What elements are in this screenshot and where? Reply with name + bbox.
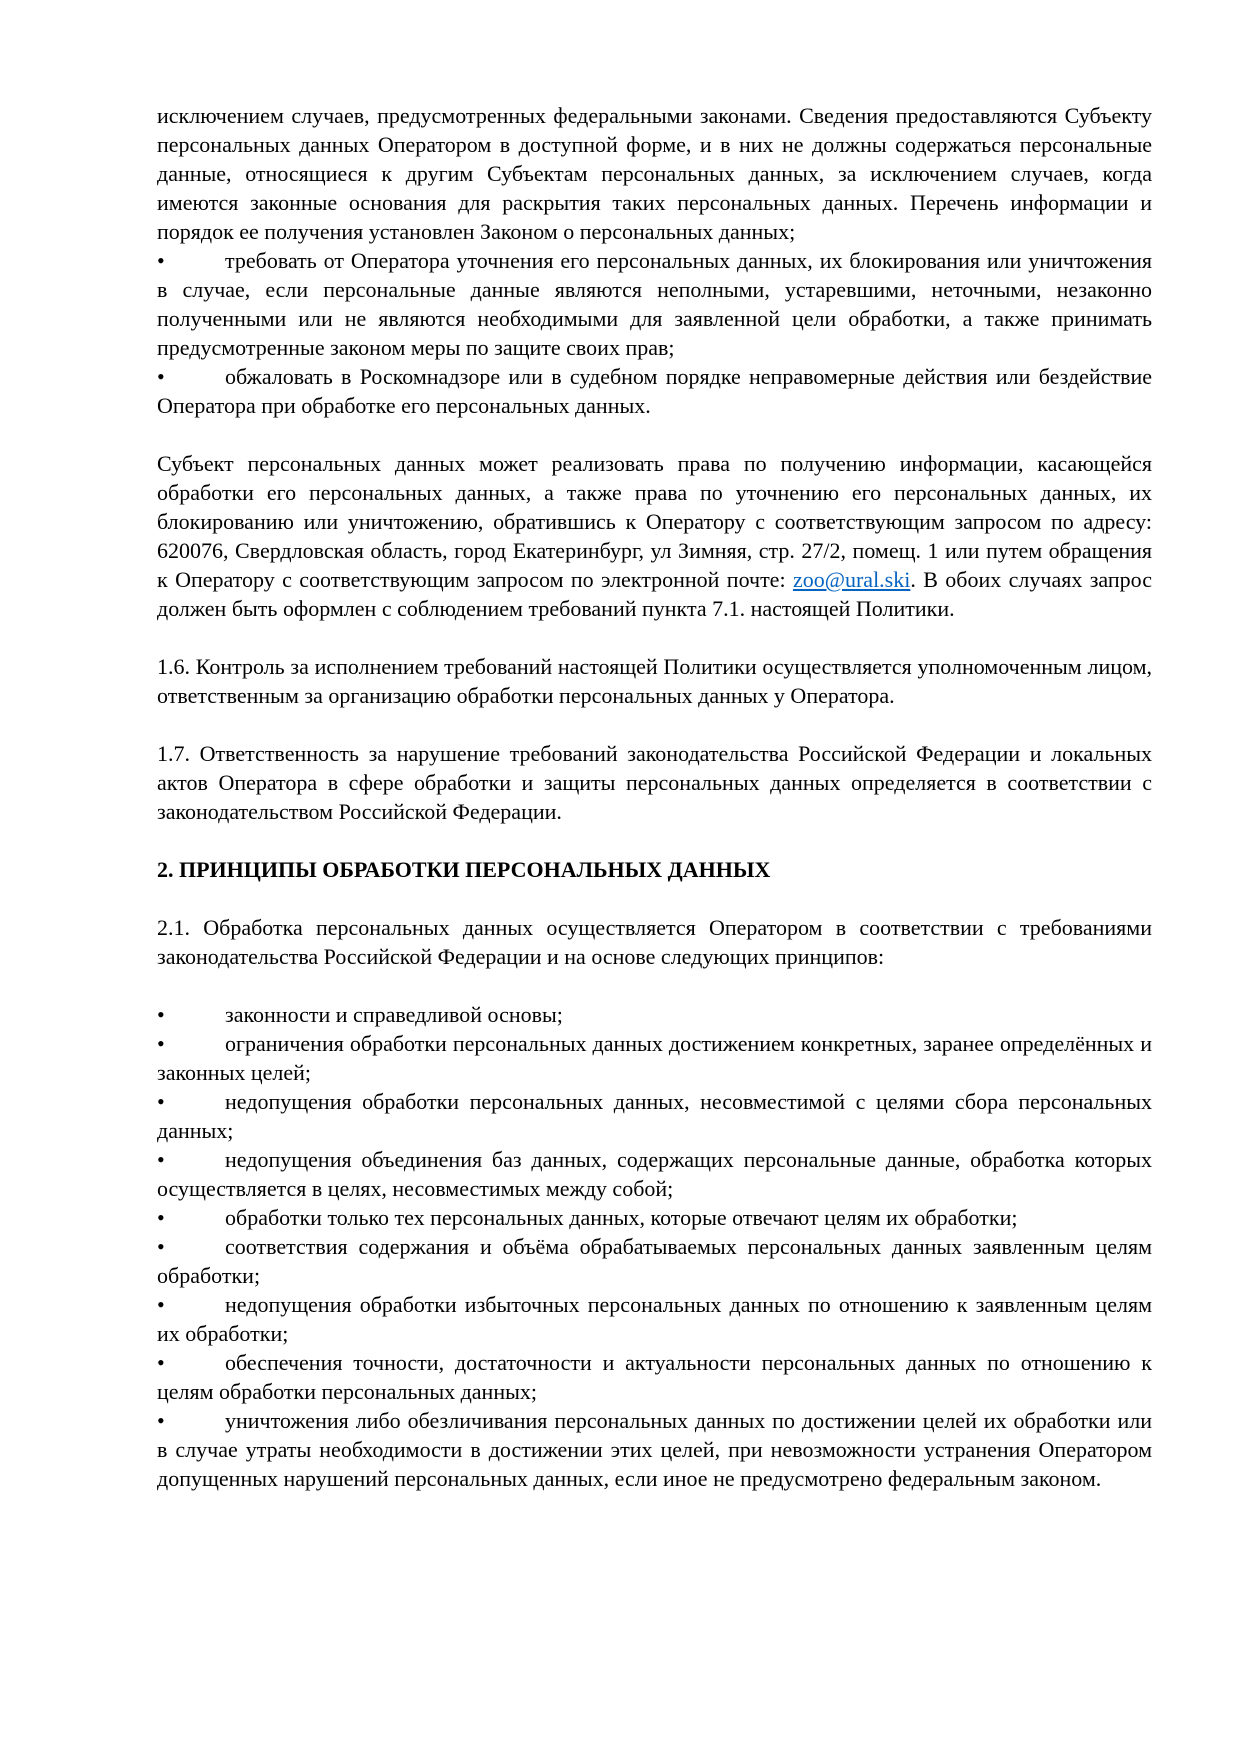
bullet-icon: • (157, 1350, 165, 1375)
bullet-icon: • (157, 1089, 165, 1114)
bullet-icon: • (157, 1234, 165, 1259)
bullet-icon: • (157, 1147, 165, 1172)
paragraph-clause-2-1: 2.1. Обработка персональных данных осуществляется Оператором в соответствии с требованиями законодательства Российской Федерации и на основе следующих принципов: (157, 915, 1152, 969)
paragraph-clause-1-6: 1.6. Контроль за исполнением требований настоящей Политики осуществляется уполномоченным лицом, ответственным за организацию обработки персональных данных у Оператора. (157, 654, 1152, 708)
list-item-principle-4 (157, 1145, 1152, 1203)
paragraph-clause-1-7: 1.7. Ответственность за нарушение требований законодательства Российской Федерации и локальных актов Оператора в сфере обработки и защиты персональных данных определяется в соответствии с законодательством Российской Федерации. (157, 741, 1152, 824)
list-item-principle-2 (157, 1029, 1152, 1087)
list-item-principle-8 (157, 1348, 1152, 1406)
list-item-text: соответствия содержания и объёма обрабатываемых персональных данных заявленным целям обработки; (157, 1234, 1152, 1288)
document-content (157, 101, 1152, 1493)
list-item-principle-7 (157, 1290, 1152, 1348)
list-item-text: недопущения обработки персональных данных, несовместимой с целями сбора персональных данных; (157, 1089, 1152, 1143)
list-item-text: недопущения обработки избыточных персональных данных по отношению к заявленным целям их обработки; (157, 1292, 1152, 1346)
list-item-text: обеспечения точности, достаточности и актуальности персональных данных по отношению к целям обработки персональных данных; (157, 1350, 1152, 1404)
paragraph-intro-continuation: исключением случаев, предусмотренных федеральными законами. Сведения предоставляются Субъекту персональных данных Оператором в доступной форме, и в них не должны содержаться персональные данные, относящиеся к другим Субъектам персональных данных, за исключением случаев, когда имеются законные основания для раскрытия таких персональных данных. Перечень информации и порядок ее получения установлен Законом о персональных данных; (157, 103, 1152, 244)
list-item-text: обработки только тех персональных данных, которые отвечают целям их обработки; (225, 1205, 1018, 1230)
list-item-principle-5 (157, 1203, 1152, 1232)
list-item-principle-1 (157, 1000, 1152, 1029)
list-item-principle-9 (157, 1406, 1152, 1493)
paragraph-text-after-link: . В обоих случаях запрос должен быть оформлен с соблюдением требований пункта 7.1. настоящей Политики. (157, 567, 1152, 621)
list-item-text: обжаловать в Роскомнадзоре или в судебном порядке неправомерные действия или бездействие Оператора при обработке его персональных данных. (157, 364, 1152, 418)
bullet-icon: • (157, 364, 165, 389)
bullet-icon: • (157, 1031, 165, 1056)
bullet-icon: • (157, 1408, 165, 1433)
paragraph-text-before-link: Субъект персональных данных может реализовать права по получению информации, касающейся обработки его персональных данных, а также права по уточнению его персональных данных, их блокированию или уничтожению, обратившись к Оператору с соответствующим запросом по адресу: 620076, Свердловская область, город Екатеринбург, ул Зимняя, стр. 27/2, помещ. 1 или путем обращения к Оператору с соответствующим запросом по электронной почте: (157, 451, 1152, 592)
list-item-text: законности и справедливой основы; (225, 1002, 563, 1027)
bullet-icon: • (157, 1205, 165, 1230)
list-item-text: уничтожения либо обезличивания персональных данных по достижении целей их обработки или в случае утраты необходимости в достижении этих целей, при невозможности устранения Оператором допущенных нарушений персональных данных, если иное не предусмотрено федеральным законом. (157, 1408, 1152, 1491)
list-item-principle-6 (157, 1232, 1152, 1290)
bullet-icon: • (157, 248, 165, 273)
list-item-right-to-demand (157, 246, 1152, 362)
list-item-principle-3 (157, 1087, 1152, 1145)
paragraph-subject-rights (157, 449, 1152, 623)
section-2-heading: 2. ПРИНЦИПЫ ОБРАБОТКИ ПЕРСОНАЛЬНЫХ ДАННЫХ (157, 857, 771, 882)
list-item-text: требовать от Оператора уточнения его персональных данных, их блокирования или уничтожения в случае, если персональные данные являются неполными, устаревшими, неточными, незаконно полученными или не являются необходимыми для заявленной цели обработки, а также принимать предусмотренные законом меры по защите своих прав; (157, 248, 1152, 360)
bullet-icon: • (157, 1292, 165, 1317)
list-item-right-to-appeal (157, 362, 1152, 420)
list-item-text: ограничения обработки персональных данных достижением конкретных, заранее определённых и законных целей; (157, 1031, 1152, 1085)
email-link[interactable]: zoo@ural.ski (792, 567, 911, 592)
list-item-text: недопущения объединения баз данных, содержащих персональные данные, обработка которых осуществляется в целях, несовместимых между собой; (157, 1147, 1152, 1201)
bullet-icon: • (157, 1002, 165, 1027)
principles-list (157, 1000, 1152, 1493)
